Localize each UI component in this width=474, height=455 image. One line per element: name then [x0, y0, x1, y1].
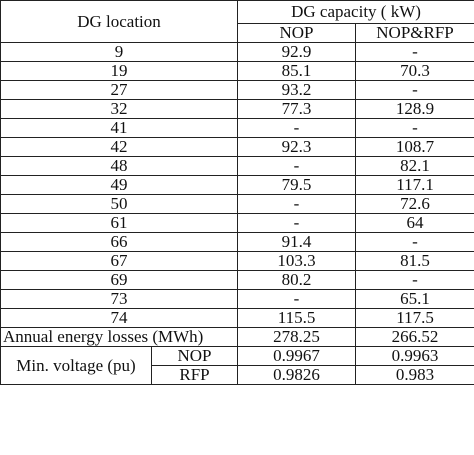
min-voltage-sub-nop: NOP	[152, 347, 238, 366]
table-row	[1, 138, 474, 157]
nop-cell: -	[238, 195, 356, 214]
table-row	[1, 100, 474, 119]
nop-rfp-cell: 117.1	[356, 176, 474, 195]
min-voltage-rfp-nop: 0.9826	[238, 366, 356, 385]
table-row	[1, 81, 474, 100]
table-row	[1, 252, 474, 271]
min-voltage-rfp-nop-rfp: 0.983	[356, 366, 474, 385]
dg-location-cell: 69	[1, 271, 238, 290]
nop-rfp-cell: 128.9	[356, 100, 474, 119]
min-voltage-label: Min. voltage (pu)	[1, 347, 152, 385]
nop-rfp-cell: 70.3	[356, 62, 474, 81]
dg-location-cell: 32	[1, 100, 238, 119]
header-dg-capacity: DG capacity ( kW)	[238, 1, 474, 24]
energy-losses-row	[1, 328, 474, 347]
nop-rfp-cell: 64	[356, 214, 474, 233]
table-row	[1, 62, 474, 81]
nop-rfp-cell: 72.6	[356, 195, 474, 214]
nop-rfp-cell: 65.1	[356, 290, 474, 309]
nop-cell: 93.2	[238, 81, 356, 100]
dg-location-cell: 27	[1, 81, 238, 100]
nop-cell: -	[238, 119, 356, 138]
header-nop-rfp: NOP&RFP	[356, 24, 474, 43]
nop-rfp-cell: -	[356, 233, 474, 252]
table-row	[1, 119, 474, 138]
table-row	[1, 309, 474, 328]
nop-rfp-cell: -	[356, 119, 474, 138]
dg-location-cell: 9	[1, 43, 238, 62]
nop-cell: -	[238, 214, 356, 233]
nop-rfp-cell: 81.5	[356, 252, 474, 271]
nop-cell: 115.5	[238, 309, 356, 328]
nop-rfp-cell: 108.7	[356, 138, 474, 157]
min-voltage-nop-nop-rfp: 0.9963	[356, 347, 474, 366]
nop-cell: -	[238, 157, 356, 176]
energy-losses-label: Annual energy losses (MWh)	[1, 328, 238, 347]
table-row	[1, 290, 474, 309]
table-row	[1, 271, 474, 290]
nop-rfp-cell: 117.5	[356, 309, 474, 328]
table-row	[1, 176, 474, 195]
nop-rfp-cell: -	[356, 271, 474, 290]
table-row	[1, 43, 474, 62]
header-row-1	[1, 1, 474, 24]
nop-cell: 85.1	[238, 62, 356, 81]
nop-cell: -	[238, 290, 356, 309]
energy-losses-nop-rfp: 266.52	[356, 328, 474, 347]
nop-cell: 92.9	[238, 43, 356, 62]
dg-location-cell: 50	[1, 195, 238, 214]
min-voltage-sub-rfp: RFP	[152, 366, 238, 385]
nop-cell: 92.3	[238, 138, 356, 157]
dg-location-cell: 19	[1, 62, 238, 81]
nop-cell: 77.3	[238, 100, 356, 119]
nop-cell: 91.4	[238, 233, 356, 252]
dg-location-cell: 42	[1, 138, 238, 157]
dg-location-cell: 48	[1, 157, 238, 176]
min-voltage-row-nop	[1, 347, 474, 366]
table-row	[1, 233, 474, 252]
dg-location-cell: 73	[1, 290, 238, 309]
header-nop: NOP	[238, 24, 356, 43]
nop-rfp-cell: -	[356, 81, 474, 100]
table-row	[1, 157, 474, 176]
dg-location-cell: 61	[1, 214, 238, 233]
dg-location-cell: 41	[1, 119, 238, 138]
header-dg-location: DG location	[1, 1, 238, 43]
dg-location-cell: 74	[1, 309, 238, 328]
dg-location-cell: 49	[1, 176, 238, 195]
table-row	[1, 214, 474, 233]
nop-cell: 80.2	[238, 271, 356, 290]
dg-location-cell: 67	[1, 252, 238, 271]
nop-cell: 79.5	[238, 176, 356, 195]
nop-cell: 103.3	[238, 252, 356, 271]
nop-rfp-cell: -	[356, 43, 474, 62]
min-voltage-nop-nop: 0.9967	[238, 347, 356, 366]
dg-location-cell: 66	[1, 233, 238, 252]
table-row	[1, 195, 474, 214]
nop-rfp-cell: 82.1	[356, 157, 474, 176]
energy-losses-nop: 278.25	[238, 328, 356, 347]
